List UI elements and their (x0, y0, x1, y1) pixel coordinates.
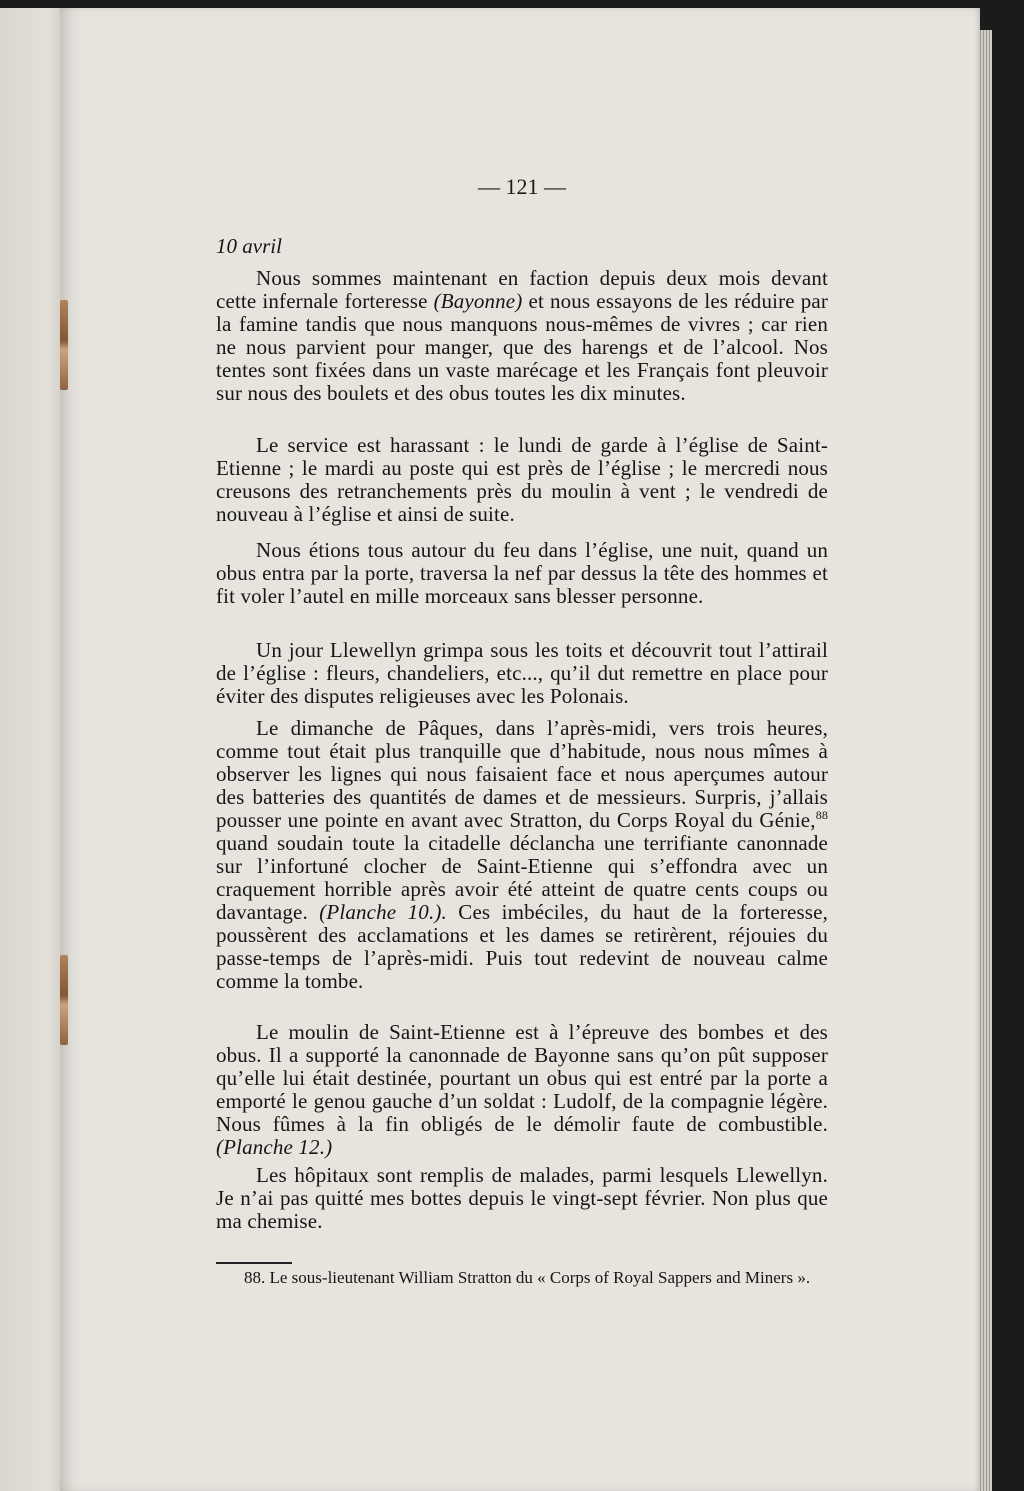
paragraph-text: Le dimanche de Pâques, dans l’après-midi, vers trois heures, comme tout était plus tranquille que d’habitude, nous nous mîmes à observer les lignes qui nous faisaient face et nous aperçumes autour des batteries des quantités de dames et de messieurs. Surpris, j’allais pousser une pointe en avant avec Stratton, du Corps Royal du Génie, (216, 716, 828, 832)
previous-page-edge (0, 8, 66, 1491)
paragraph (216, 717, 828, 993)
paragraph-text: et nous essayons de les réduire par la famine tandis que nous manquons nous-mêmes de vivres ; car rien ne nous parvient pour manger, que des harengs et de l’alcool. Nos tentes sont fixées dans un vaste marécage et les Français font pleuvoir sur nous des boulets et des obus toutes les dix minutes. (216, 289, 828, 405)
paragraph: Le service est harassant : le lundi de garde à l’église de Saint-Etienne ; le mardi au poste qui est près de l’église ; le mercredi nous creusons des retranchements près du moulin à vent ; le vendredi de nouveau à l’église et ainsi de suite. (216, 433, 828, 526)
paragraph: Un jour Llewellyn grimpa sous les toits et découvrit tout l’attirail de l’église : fleurs, chandeliers, etc..., qu’il dut remettre en place pour éviter des disputes religieuses avec les Polonais. (216, 638, 828, 708)
paragraph-italic: (Planche 10.). (319, 900, 447, 924)
paragraph-text: Nous sommes maintenant en faction depuis deux mois devant cette infernale forteresse (216, 266, 828, 313)
paragraph: Nous étions tous autour du feu dans l’église, une nuit, quand un obus entra par la porte, traversa la nef par dessus la tête des hommes et fit voler l’autel en mille morceaux sans blesser personne. (216, 538, 828, 608)
footnote: 88. Le sous-lieutenant William Stratton du « Corps of Royal Sappers and Miners ». (244, 1268, 811, 1287)
binding-staple (60, 300, 68, 390)
entry-date: 10 avril (216, 234, 282, 258)
page-number: — 121 — (478, 174, 566, 199)
footnote-divider (216, 1262, 292, 1264)
paragraph-text: quand soudain toute la citadelle déclancha une terrifiante canonnade sur l’infortuné clocher de Saint-Etienne qui s’effondra avec un craquement horrible après avoir été atteint de quatre cents coups ou davantage. (216, 831, 828, 924)
page-edges (978, 30, 992, 1491)
paragraph-text: Ces imbéciles, du haut de la forteresse, poussèrent des acclamations et les dames se retirèrent, réjouies du passe-temps de l’après-midi. Puis tout redevint de nouveau calme comme la tombe. (216, 900, 828, 993)
paragraph: Les hôpitaux sont remplis de malades, parmi lesquels Llewellyn. Je n’ai pas quitté mes bottes depuis le vingt-sept février. Non plus que ma chemise. (216, 1163, 828, 1233)
paragraph-italic: (Planche 12.) (216, 1135, 333, 1159)
paragraph-text: Le moulin de Saint-Etienne est à l’épreuve des bombes et des obus. Il a supporté la canonnade de Bayonne sans qu’on pût supposer qu’elle lui était destinée, pourtant un obus qui est entré par la porte a emporté le genou gauche d’un soldat : Ludolf, de la compagnie légère. Nous fûmes à la fin obligés de le démolir faute de combustible. (216, 1020, 828, 1136)
paragraph (216, 267, 828, 405)
paragraph-italic: (Bayonne) (433, 289, 523, 313)
footnote-reference: 88 (815, 808, 828, 822)
paragraph (216, 1021, 828, 1159)
binding-staple (60, 955, 68, 1045)
